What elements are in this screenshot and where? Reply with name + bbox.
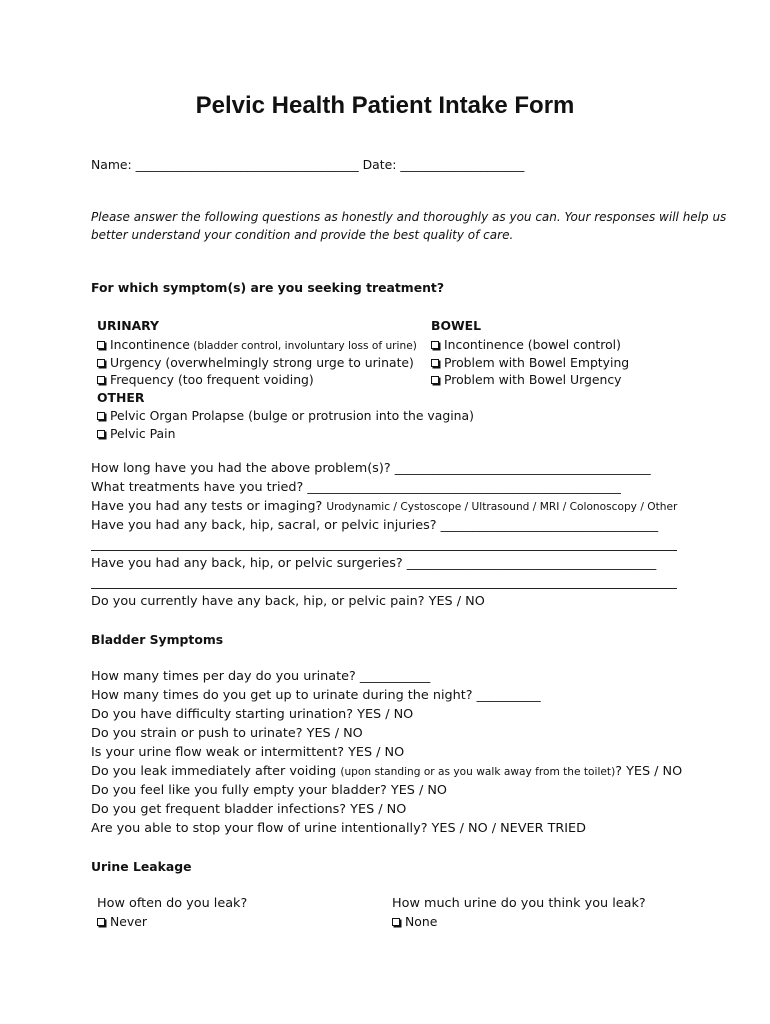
bowel-urgency-option[interactable] [431,372,621,388]
other-prolapse-option[interactable] [97,408,474,424]
option-label: Incontinence [110,337,190,352]
stop-flow-question[interactable]: Are you able to stop your flow of urine intentionally? YES / NO / NEVER TRIED [91,821,586,836]
option-label: Incontinence (bowel control) [444,337,621,352]
leak-amount-question: How much urine do you think you leak? [392,896,646,911]
how-long-field[interactable]: How long have you had the above problem(s)? ________________________________________ [91,461,651,476]
urinate-per-day-field[interactable]: How many times per day do you urinate? ___________ [91,669,431,684]
tests-imaging-question[interactable] [91,499,677,515]
bowel-heading: BOWEL [431,318,482,333]
checkbox-icon[interactable] [97,918,105,926]
intro-line-2: better understand your condition and provide the best quality of care. [91,228,514,242]
option-detail: (bladder control, involuntary loss of urine) [189,340,417,352]
checkbox-icon[interactable] [97,341,105,349]
checkbox-icon[interactable] [97,412,105,420]
flow-weak-question[interactable]: Is your urine flow weak or intermittent? YES / NO [91,745,405,760]
checkbox-icon[interactable] [431,341,439,349]
surgeries-continuation-line[interactable] [91,574,677,589]
option-label: Problem with Bowel Emptying [444,355,630,370]
injuries-continuation-line[interactable] [91,536,677,551]
checkbox-icon[interactable] [97,430,105,438]
checkbox-icon[interactable] [392,918,400,926]
option-label: Problem with Bowel Urgency [444,372,622,387]
empty-bladder-question[interactable]: Do you feel like you fully empty your bladder? YES / NO [91,783,448,798]
urinate-night-field[interactable]: How many times do you get up to urinate during the night? __________ [91,688,541,703]
option-label: Pelvic Organ Prolapse (bulge or protrusion into the vagina) [110,408,474,423]
name-date-line[interactable]: Name: ____________________________________ Date: ____________________ [91,157,525,172]
leak-often-question: How often do you leak? [97,896,248,911]
difficulty-starting-question[interactable]: Do you have difficulty starting urination? YES / NO [91,707,414,722]
urinary-urgency-option[interactable] [97,355,414,371]
strain-push-question[interactable]: Do you strain or push to urinate? YES / NO [91,726,363,741]
bowel-incontinence-option[interactable] [431,337,621,353]
symptoms-heading: For which symptom(s) are you seeking treatment? [91,280,445,295]
leakage-heading: Urine Leakage [91,859,192,874]
urinary-frequency-option[interactable] [97,372,314,388]
option-label: None [405,914,438,929]
urinary-incontinence-option[interactable] [97,337,417,354]
page-title: Pelvic Health Patient Intake Form [195,92,575,119]
option-label: Pelvic Pain [110,426,176,441]
question-answer[interactable]: ? YES / NO [615,764,683,779]
option-label: Never [110,914,147,929]
other-heading: OTHER [97,390,145,405]
intro-line-1: Please answer the following questions as honestly and thoroughly as you can. Your responses will help us [91,210,727,224]
tests-options[interactable]: Urodynamic / Cystoscope / Ultrasound / MRI / Colonoscopy / Other [326,501,678,513]
injuries-field[interactable]: Have you had any back, hip, sacral, or pelvic injuries? __________________________________ [91,518,659,533]
option-label: Frequency (too frequent voiding) [110,372,314,387]
pelvic-pain-question[interactable]: Do you currently have any back, hip, or pelvic pain? YES / NO [91,594,485,609]
checkbox-icon[interactable] [97,359,105,367]
checkbox-icon[interactable] [431,376,439,384]
surgeries-field[interactable]: Have you had any back, hip, or pelvic surgeries? _______________________________________ [91,556,657,571]
leak-often-never-option[interactable] [97,914,147,930]
other-pelvic-pain-option[interactable] [97,426,175,442]
urinary-heading: URINARY [97,318,160,333]
tests-question-label: Have you had any tests or imaging? [91,499,327,514]
bowel-emptying-option[interactable] [431,355,629,371]
treatments-field[interactable]: What treatments have you tried? _________________________________________________ [91,480,621,495]
bladder-heading: Bladder Symptoms [91,632,224,647]
bladder-infections-question[interactable]: Do you get frequent bladder infections? YES / NO [91,802,407,817]
leak-after-voiding-question[interactable] [91,764,682,780]
leak-amount-none-option[interactable] [392,914,437,930]
option-label: Urgency (overwhelmingly strong urge to urinate) [110,355,414,370]
checkbox-icon[interactable] [97,376,105,384]
question-detail: (upon standing or as you walk away from the toilet) [340,766,616,778]
checkbox-icon[interactable] [431,359,439,367]
question-label: Do you leak immediately after voiding [91,764,341,779]
